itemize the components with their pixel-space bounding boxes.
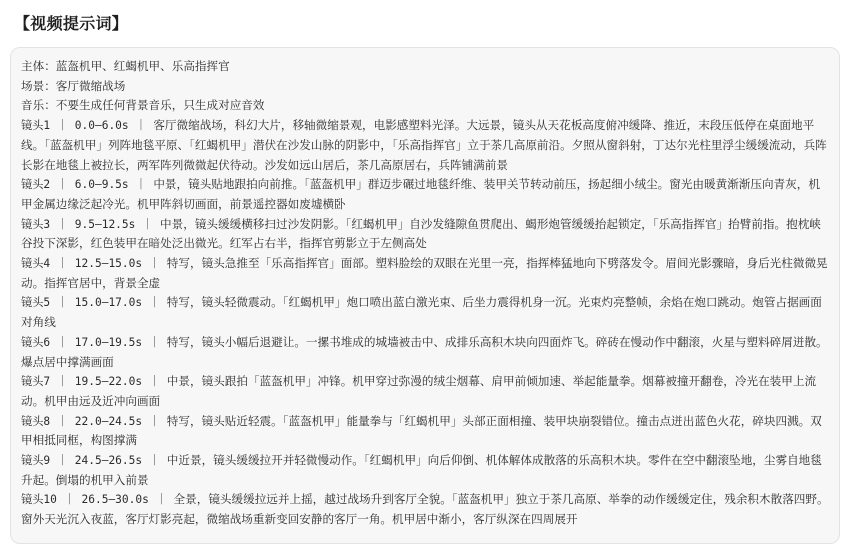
shot-8 <box>21 412 829 451</box>
shot-text: 中近景，镜头缓缓拉开并轻微慢动作。「红蝎机甲」向后仰倒、机体解体成散落的乐高积木块。零件在空中翻滚坠地，尘雾自地毯升起。倒塌的机甲入前景 <box>21 453 822 487</box>
shot-label: 镜头7 ｜ 19.5–22.0s ｜ <box>21 375 167 389</box>
shot-label: 镜头6 ｜ 17.0–19.5s ｜ <box>21 335 167 349</box>
shot-label: 镜头3 ｜ 9.5–12.5s ｜ <box>21 217 161 231</box>
shot-text: 中景，镜头贴地跟拍向前推。「蓝盔机甲」群迈步碾过地毯纤维、装甲关节转动前压，扬起细小绒尘。窗光由暖黄渐渐压向青灰，机甲金属边缘泛起冷光。机甲阵斜切画面，前景遥控器如废墟横卧 <box>21 177 820 211</box>
shot-1 <box>21 116 829 175</box>
meta-music: 音乐：不要生成任何背景音乐，只生成对应音效 <box>21 98 265 113</box>
shot-text: 特写，镜头小幅后退避让。一摞书堆成的城墙被击中、成排乐高积木块向四面炸飞。碎砖在慢动作中翻滚，火星与塑料碎屑迸散。爆点居中撑满画面 <box>21 334 828 369</box>
page-title: 【视频提示词】 <box>14 14 129 33</box>
shot-2 <box>21 175 829 214</box>
shot-10 <box>21 490 829 529</box>
shot-label: 镜头1 ｜ 0.0–6.0s ｜ <box>21 119 154 133</box>
shot-label: 镜头5 ｜ 15.0–17.0s ｜ <box>21 296 167 310</box>
shot-9 <box>21 451 829 490</box>
shot-5 <box>21 293 829 332</box>
meta-scene: 场景：客厅微缩战场 <box>21 78 126 93</box>
shot-text: 特写，镜头贴近轻震。「蓝盔机甲」能量拳与「红蝎机甲」头部正面相撞、装甲块崩裂错位。撞击点迸出蓝色火花，碎块四溅。双甲相抵同框，构图撑满 <box>21 413 822 448</box>
shot-7 <box>21 372 829 411</box>
shot-label: 镜头2 ｜ 6.0–9.5s ｜ <box>21 178 154 192</box>
shot-4 <box>21 254 829 293</box>
shot-3 <box>21 215 829 254</box>
shot-text: 全景，镜头缓缓拉远并上摇，越过战场升到客厅全貌。「蓝盔机甲」独立于茶几高原、举拳的动作缓缓定住，残余积木散落四野。窗外天光沉入夜蓝，客厅灯影亮起，微缩战场重新变回安静的客厅一角。机甲居中渐小，客厅纵深在四周展开 <box>21 492 829 527</box>
shot-text: 客厅微缩战场，科幻大片，移轴微缩景观，电影感塑料光泽。大远景，镜头从天花板高度俯冲缓降、推近，末段压低停在桌面地平线。「蓝盔机甲」列阵地毯平原、「红蝎机甲」潜伏在沙发山脉的阴影中，「乐高指挥官」立于茶几高原前沿。夕照从窗斜射，丁达尔光柱里浮尘缓缓流动，兵阵长影在地毯上被拉长，两军阵列微微起伏待动。沙发如远山居后，茶几高原居右，兵阵铺满前景 <box>21 118 827 172</box>
shot-6 <box>21 333 829 372</box>
shot-label: 镜头4 ｜ 12.5–15.0s ｜ <box>21 257 167 271</box>
shot-text: 特写，镜头轻微震动。「红蝎机甲」炮口喷出蓝白激光束、后坐力震得机身一沉。光束灼亮整帧，余焰在炮口跳动。炮管占据画面对角线 <box>21 295 822 330</box>
shot-text: 中景，镜头缓缓横移扫过沙发阴影。「红蝎机甲」自沙发缝隙鱼贯爬出、蝎形炮管缓缓抬起锁定，「乐高指挥官」抬臂前指。抱枕峡谷投下深影，红色装甲在暗处泛出微光。红军占右半，指挥官剪影立于左侧高处 <box>21 216 821 251</box>
shot-label: 镜头9 ｜ 24.5–26.5s ｜ <box>21 454 167 468</box>
prompt-card <box>10 47 840 544</box>
shot-text: 特写，镜头急推至「乐高指挥官」面部。塑料脸绘的双眼在光里一亮，指挥棒猛地向下劈落发令。眉间光影骤暗，身后光柱微微晃动。指挥官居中，背景全虚 <box>21 256 828 290</box>
shot-text: 中景，镜头跟拍「蓝盔机甲」冲锋。机甲穿过弥漫的绒尘烟幕、肩甲前倾加速、举起能量拳。烟幕被撞开翻卷，冷光在装甲上流动。机甲由远及近冲向画面 <box>21 374 817 408</box>
meta-subject: 主体：蓝盔机甲、红蝎机甲、乐高指挥官 <box>21 59 230 73</box>
shot-label: 镜头10 ｜ 26.5–30.0s ｜ <box>21 493 174 507</box>
shot-label: 镜头8 ｜ 22.0–24.5s ｜ <box>21 414 167 428</box>
